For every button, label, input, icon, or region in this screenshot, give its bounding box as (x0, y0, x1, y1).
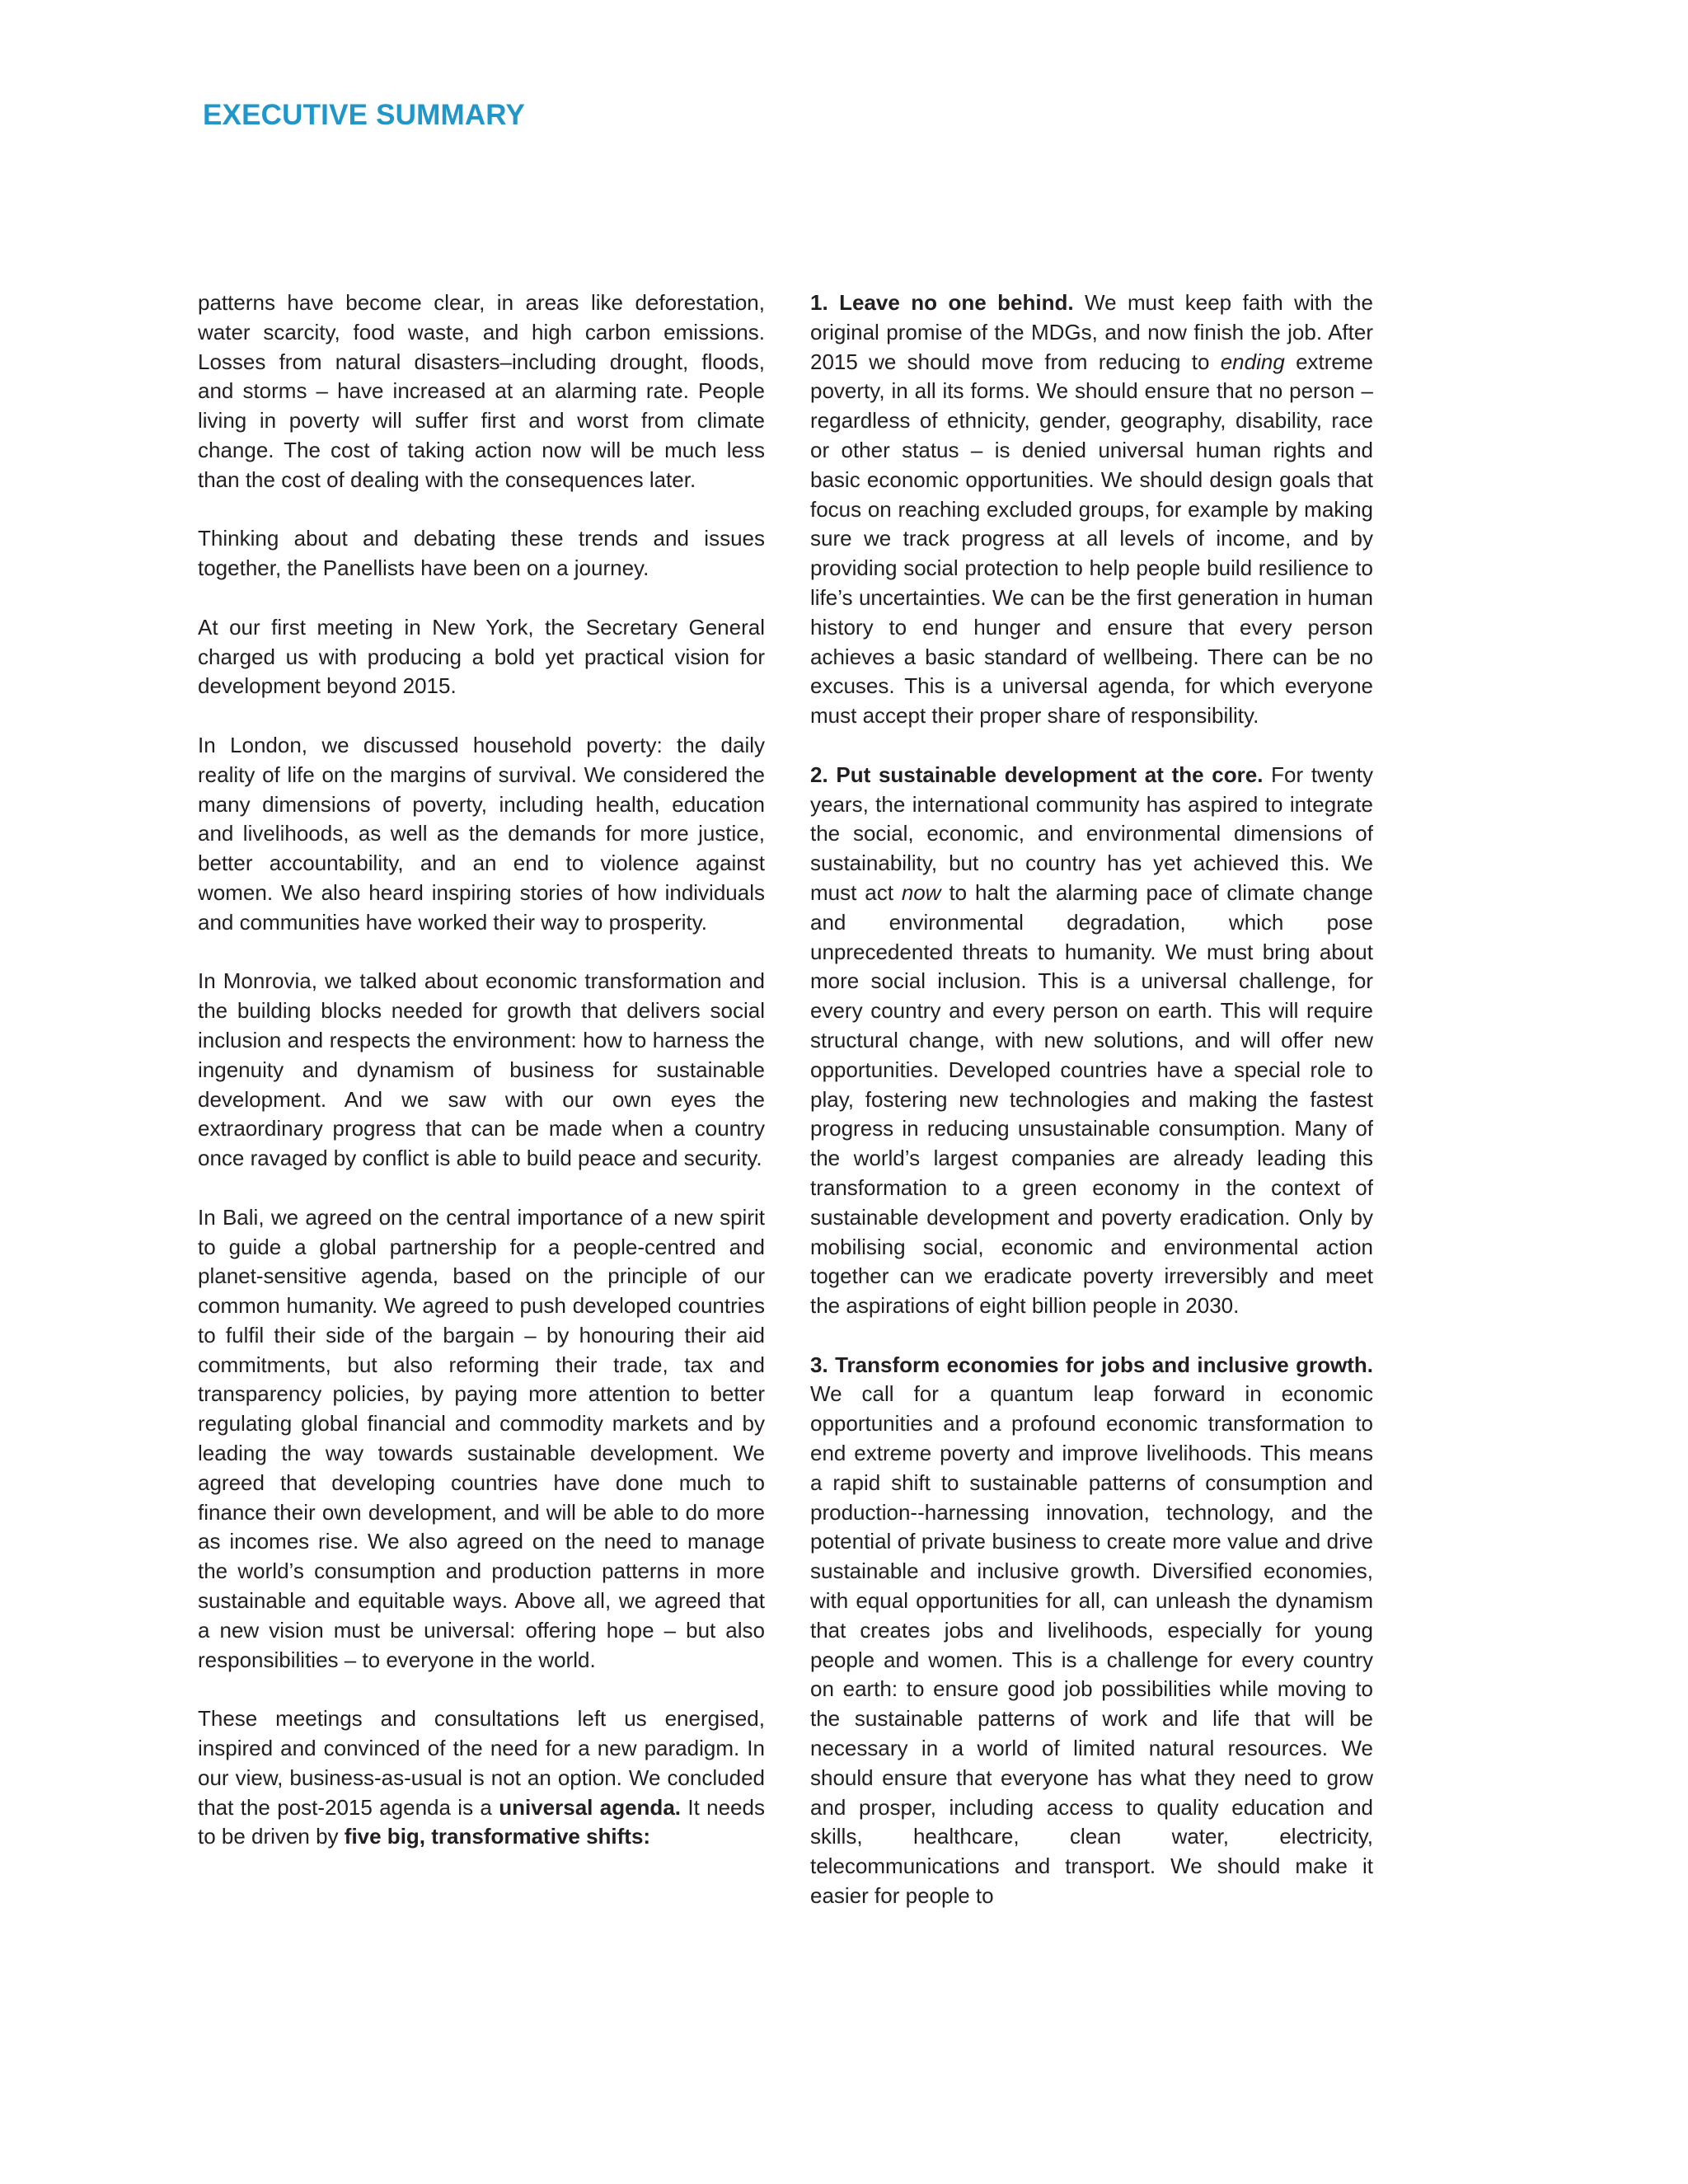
universal-agenda-emphasis: universal agenda. (499, 1794, 681, 1820)
paragraph-conclusion (198, 1704, 765, 1852)
shift-3-paragraph (810, 1351, 1373, 1911)
shift-2-text-1: For twenty years, the international community has aspired to integrate the social, economic, and environmental dimensions of sustainability, but no country has yet achieved this. We must act (810, 762, 1373, 905)
paragraph-panellists-journey: Thinking about and debating these trends and issues together, the Panellists have been on a journey. (198, 526, 765, 581)
five-shifts-emphasis: five big, transformative shifts: (344, 1824, 651, 1849)
paragraph-bali-meeting: In Bali, we agreed on the central importance of a new spirit to guide a global partnership for a people-centred and planet-sensitive agenda, based on the principle of our common humanity. We agreed to push developed countries to fulfil their side of the bargain – by honouring their aid commitments, but also reforming their trade, tax and transparency policies, by paying more attention to better regulating global financial and commodity markets and by leading the way towards sustainable development. We agreed that developing countries have done much to finance their own development, and will be able to do more as incomes rise. We also agreed on the need to manage the world’s consumption and production patterns in more sustainable and equitable ways. Above all, we agreed that a new vision must be universal: offering hope – but also responsibilities – to everyone in the world. (198, 1204, 765, 1672)
shift-3-text: We call for a quantum leap forward in economic opportunities and a profound economic transformation to end extreme poverty and improve livelihoods. This means a rapid shift to sustainable patterns of consumption and production--harnessing innovation, technology, and the potential of private business to create more value and drive sustainable and inclusive growth. Diversified economies, with equal opportunities for all, can unleash the dynamism that creates jobs and livelihoods, especially for young people and women. This is a challenge for every country on earth: to ensure good job possibilities while moving to the sustainable patterns of work and life that will be necessary in a world of limited natural resources. We should ensure that everyone has what they need to grow and prosper, including access to quality education and skills, healthcare, clean water, electricity, telecommunications and transport. We should make it easier for people to (810, 1381, 1373, 1909)
shift-2-paragraph (810, 761, 1373, 1321)
shift-1-heading: 1. Leave no one behind. (810, 290, 1074, 315)
paragraph-new-york-meeting: At our first meeting in New York, the Secretary General charged us with producing a bold yet practical vision for development beyond 2015. (198, 614, 765, 699)
left-column (198, 288, 765, 1852)
shift-1-paragraph (810, 288, 1373, 731)
conclusion-text-1: These meetings and consultations left us energised, inspired and convinced of the need for a new paradigm. In our view, business-as-usual is not an option. We concluded that the post-2015 agenda is a (198, 1706, 765, 1820)
shift-1-text-1: We must keep faith with the original promise of the MDGs, and now finish the job. After 2015 we should move from reducing to (810, 290, 1373, 374)
paragraph-london-meeting: In London, we discussed household poverty: the daily reality of life on the margins of survival. We considered the many dimensions of poverty, including health, education and livelihoods, as well as the demands for more justice, better accountability, and an end to violence against women. We also heard inspiring stories of how individuals and communities have worked their way to prosperity. (198, 732, 765, 935)
right-column (810, 288, 1373, 1911)
shift-2-emphasis: now (901, 879, 941, 905)
shift-3-heading: 3. Transform economies for jobs and inclusive growth. (810, 1352, 1373, 1377)
paragraph-monrovia-meeting: In Monrovia, we talked about economic transformation and the building blocks needed for growth that delivers social inclusion and respects the environment: how to harness the ingenuity and dynamism of business for sustainable development. And we saw with our own eyes the extraordinary progress that can be made when a country once ravaged by conflict is able to build peace and security. (198, 968, 765, 1171)
section-title: EXECUTIVE SUMMARY (203, 99, 526, 131)
shift-1-text-2: extreme poverty, in all its forms. We should ensure that no person – regardless of ethnicity, gender, geography, disability, race or other status – is denied universal human rights and basic economic opportunities. We should design goals that focus on reaching excluded groups, for example by making sure we track progress at all levels of income, and by providing social protection to help people build resilience to life’s uncertainties. We can be the first generation in human history to end hunger and ensure that every person achieves a basic standard of wellbeing. There can be no excuses. This is a universal agenda, for which everyone must accept their proper share of responsibility. (810, 349, 1373, 729)
conclusion-text-2: It needs to be driven by (198, 1794, 765, 1849)
paragraph-climate-patterns: patterns have become clear, in areas like deforestation, water scarcity, food waste, and high carbon emissions. Losses from natural disasters–including drought, floods, and storms – have increased at an alarming rate. People living in poverty will suffer first and worst from climate change. The cost of taking action now will be much less than the cost of dealing with the consequences later. (198, 290, 765, 492)
shift-1-emphasis: ending (1220, 349, 1285, 374)
shift-2-text-2: to halt the alarming pace of climate change and environmental degradation, which pose unprecedented threats to humanity. We must bring about more social inclusion. This is a universal challenge, for every country and every person on earth. This will require structural change, with new solutions, and will offer new opportunities. Developed countries have a special role to play, fostering new technologies and making the fastest progress in reducing unsustainable consumption. Many of the world’s largest companies are already leading this transformation to a green economy in the context of sustainable development and poverty eradication. Only by mobilising social, economic and environmental action together can we eradicate poverty irreversibly and meet the aspirations of eight billion people in 2030. (810, 879, 1373, 1319)
shift-2-heading: 2. Put sustainable development at the core. (810, 762, 1264, 787)
